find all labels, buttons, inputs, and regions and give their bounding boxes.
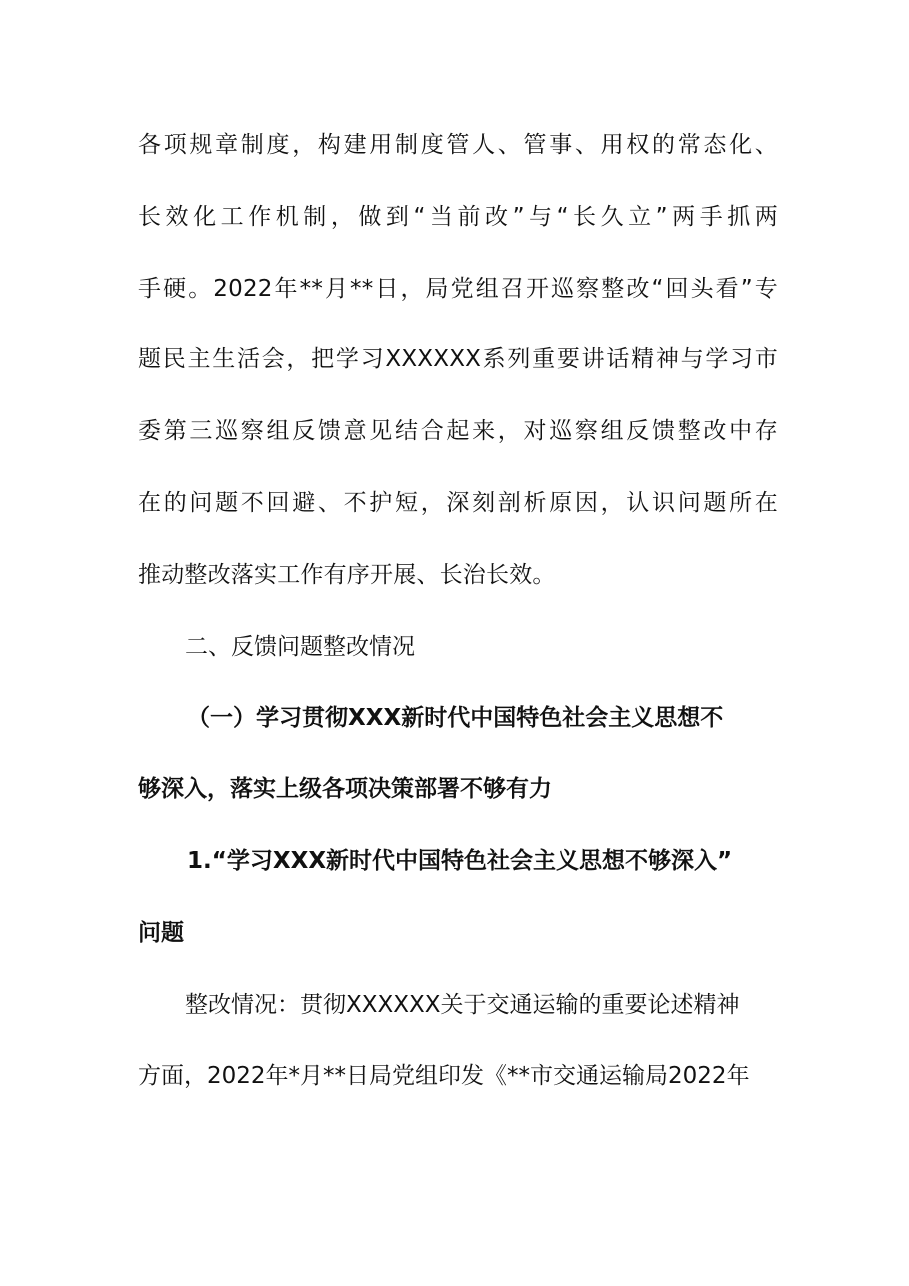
paragraph-line: 委第三巡察组反馈意见结合起来，对巡察组反馈整改中存	[138, 418, 778, 444]
paragraph-line: 整改情况：贯彻XXXXXX关于交通运输的重要论述精神	[185, 992, 740, 1018]
subsection-heading-line2: 够深入，落实上级各项决策部署不够有力	[138, 776, 552, 802]
paragraph-line: 各项规章制度，构建用制度管人、管事、用权的常态化、	[138, 132, 778, 158]
paragraph-line: 方面，2022年*月**日局党组印发《**市交通运输局2022年	[138, 1063, 750, 1089]
item-heading-line2: 问题	[138, 920, 184, 946]
subsection-heading-line1: （一）学习贯彻XXX新时代中国特色社会主义思想不	[187, 705, 724, 731]
paragraph-line: 手硬。2022年**月**日，局党组召开巡察整改“回头看”专	[138, 276, 778, 302]
paragraph-line: 在的问题不回避、不护短，深刻剖析原因，认识问题所在	[138, 490, 778, 516]
paragraph-line: 推动整改落实工作有序开展、长治长效。	[138, 562, 556, 588]
paragraph-line: 长效化工作机制，做到“当前改”与“长久立”两手抓两	[138, 204, 778, 230]
section-heading: 二、反馈问题整改情况	[185, 634, 415, 660]
item-heading-line1: 1.“学习XXX新时代中国特色社会主义思想不够深入”	[187, 848, 733, 874]
paragraph-line: 题民主生活会，把学习XXXXXX系列重要讲话精神与学习市	[138, 346, 778, 372]
